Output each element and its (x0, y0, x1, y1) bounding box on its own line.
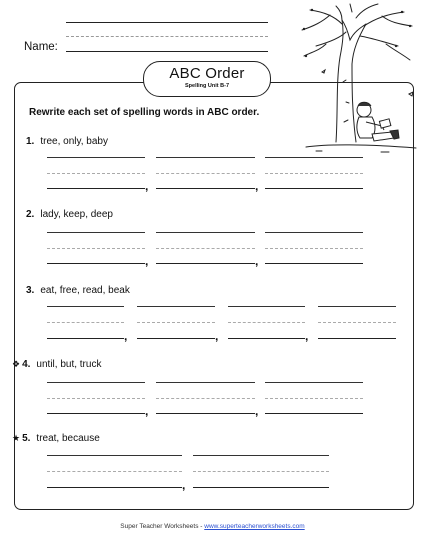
answer-topline (47, 382, 145, 383)
answer-midline (228, 322, 305, 323)
problem-words: tree, only, baby (40, 136, 108, 147)
answer-topline (47, 157, 145, 158)
answer-midline (47, 398, 145, 399)
answer-field[interactable] (47, 487, 182, 488)
answer-topline (318, 306, 396, 307)
problem-4 (12, 359, 101, 370)
comma-separator: , (305, 329, 309, 343)
answer-midline (47, 173, 145, 174)
problem-number: 3. (26, 285, 35, 296)
comma-separator: , (124, 329, 128, 343)
answer-topline (47, 232, 145, 233)
answer-topline (156, 232, 255, 233)
problem-number: 5. (22, 433, 31, 444)
answer-field[interactable] (156, 188, 255, 189)
problem-3 (26, 285, 130, 296)
comma-separator: , (145, 404, 149, 418)
answer-topline (156, 382, 255, 383)
answer-midline (137, 322, 215, 323)
name-label: Name: (24, 41, 58, 53)
problem-words: until, but, truck (36, 359, 102, 370)
problem-5 (12, 433, 100, 444)
answer-topline (193, 455, 329, 456)
answer-midline (193, 471, 329, 472)
answer-midline (156, 173, 255, 174)
answer-topline (265, 232, 363, 233)
title-badge (143, 61, 271, 97)
answer-topline (228, 306, 305, 307)
answer-topline (137, 306, 215, 307)
problem-number: 1. (26, 136, 35, 147)
footer-link[interactable]: www.superteacherworksheets.com (204, 523, 305, 530)
answer-field[interactable] (318, 338, 396, 339)
diamond-marker-icon: ❖ (12, 359, 21, 369)
comma-separator: , (182, 478, 186, 492)
problem-2 (26, 209, 113, 220)
answer-midline (265, 398, 363, 399)
worksheet-title: ABC Order (169, 65, 245, 82)
star-marker-icon: ★ (12, 433, 21, 443)
answer-topline (265, 157, 363, 158)
answer-field[interactable] (265, 263, 363, 264)
answer-field[interactable] (228, 338, 305, 339)
name-line-guide (66, 36, 268, 37)
answer-midline (47, 248, 145, 249)
comma-separator: , (255, 254, 259, 268)
answer-midline (156, 398, 255, 399)
answer-midline (47, 471, 182, 472)
answer-midline (318, 322, 396, 323)
worksheet-subtitle: Spelling Unit B-7 (185, 83, 229, 89)
answer-topline (47, 306, 124, 307)
name-field[interactable] (66, 51, 268, 52)
answer-field[interactable] (47, 338, 124, 339)
problem-1 (26, 136, 108, 147)
answer-field[interactable] (137, 338, 215, 339)
answer-field[interactable] (47, 188, 145, 189)
answer-midline (47, 322, 124, 323)
answer-field[interactable] (156, 263, 255, 264)
answer-field[interactable] (47, 263, 145, 264)
problem-number: 4. (22, 359, 31, 370)
comma-separator: , (145, 254, 149, 268)
comma-separator: , (145, 179, 149, 193)
problem-number: 2. (26, 209, 35, 220)
answer-field[interactable] (265, 413, 363, 414)
answer-topline (265, 382, 363, 383)
answer-field[interactable] (47, 413, 145, 414)
instructions: Rewrite each set of spelling words in ABC order. (29, 107, 260, 118)
answer-midline (265, 173, 363, 174)
problem-words: eat, free, read, beak (40, 285, 130, 296)
answer-field[interactable] (265, 188, 363, 189)
problem-words: lady, keep, deep (40, 209, 113, 220)
answer-topline (47, 455, 182, 456)
problem-words: treat, because (36, 433, 100, 444)
answer-field[interactable] (193, 487, 329, 488)
footer-text: Super Teacher Worksheets - (120, 523, 205, 530)
footer (0, 523, 425, 530)
comma-separator: , (215, 329, 219, 343)
answer-topline (156, 157, 255, 158)
comma-separator: , (255, 404, 259, 418)
answer-midline (156, 248, 255, 249)
answer-field[interactable] (156, 413, 255, 414)
comma-separator: , (255, 179, 259, 193)
name-line-top (66, 22, 268, 23)
answer-midline (265, 248, 363, 249)
